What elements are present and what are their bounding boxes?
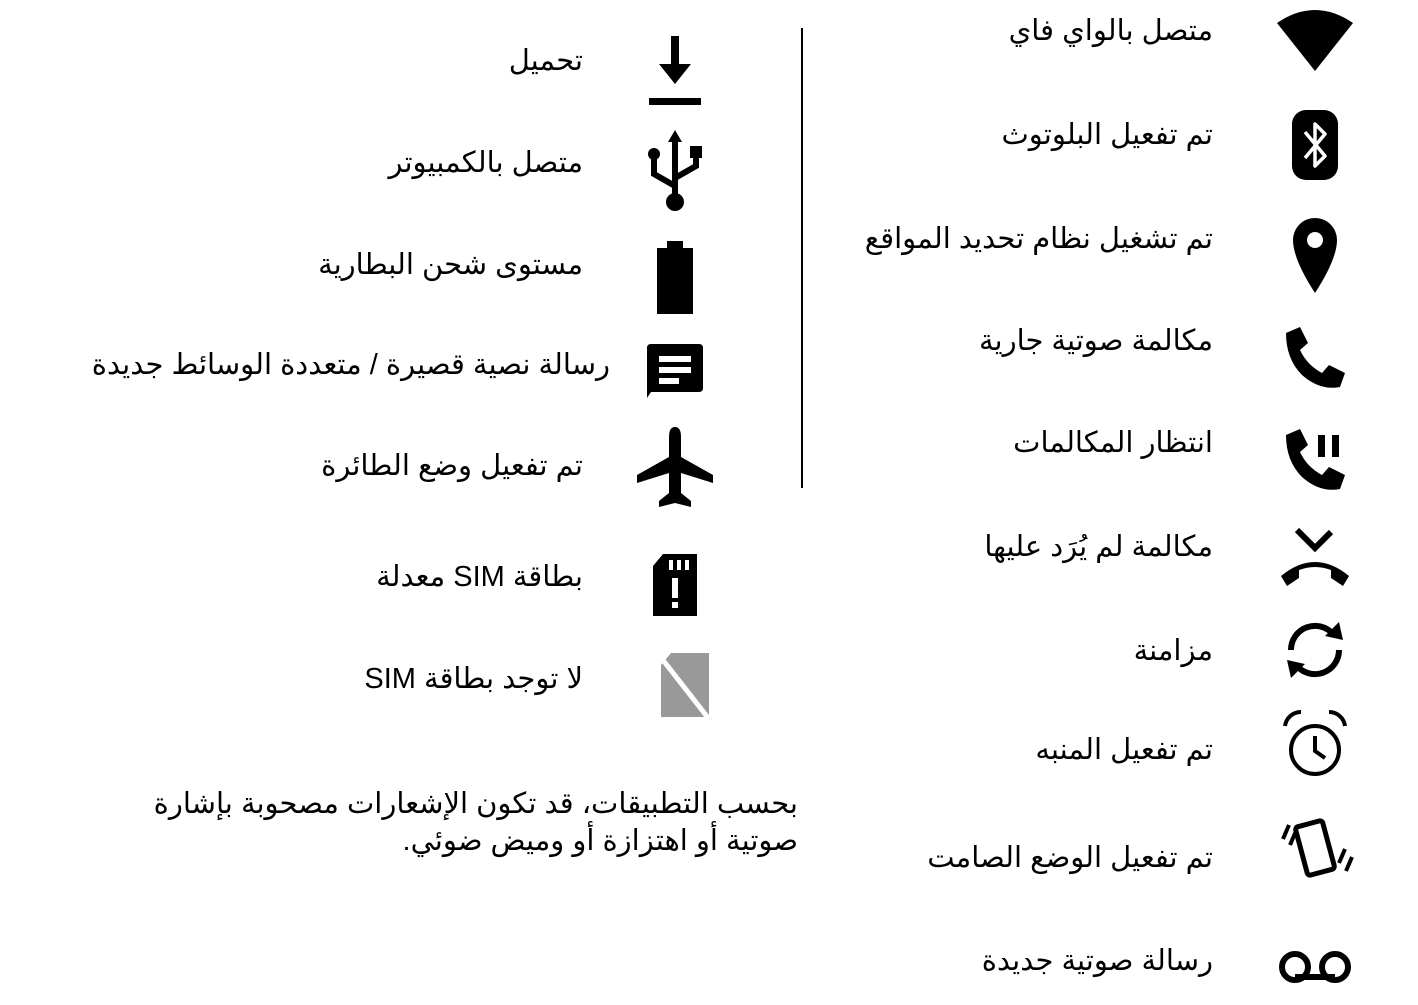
bluetooth-label: تم تفعيل البلوتوث — [1001, 119, 1213, 151]
phone-label: مكالمة صوتية جارية — [978, 325, 1213, 357]
sync-icon — [1275, 610, 1355, 690]
usb-icon — [635, 130, 715, 210]
wifi-label: متصل بالواي فاي — [1008, 15, 1213, 47]
location-label: تم تشغيل نظام تحديد المواقع — [864, 223, 1213, 255]
message-icon — [635, 330, 715, 410]
voicemail-label: رسالة صوتية جديدة — [981, 945, 1213, 977]
airplane-label: تم تفعيل وضع الطائرة — [321, 450, 583, 482]
sim-alert-label: بطاقة SIM معدلة — [376, 561, 583, 593]
alarm-label: تم تفعيل المنبه — [1035, 734, 1213, 766]
vibrate-label: تم تفعيل الوضع الصامت — [927, 842, 1213, 874]
missed-call-label: مكالمة لم يُرَد عليها — [984, 531, 1213, 563]
location-pin-icon — [1275, 215, 1355, 295]
no-sim-icon — [645, 645, 725, 725]
message-label: رسالة نصية قصيرة / متعددة الوسائط جديدة — [91, 349, 610, 381]
sync-label: مزامنة — [1133, 635, 1213, 667]
alarm-clock-icon — [1275, 705, 1355, 785]
missed-call-icon — [1275, 515, 1355, 595]
battery-label: مستوى شحن البطارية — [318, 249, 583, 281]
vibrate-icon — [1275, 808, 1355, 888]
airplane-icon — [635, 428, 715, 508]
battery-icon — [635, 238, 715, 318]
call-waiting-label: انتظار المكالمات — [1013, 427, 1213, 459]
phone-icon — [1275, 318, 1355, 398]
wifi-icon — [1275, 0, 1355, 80]
column-divider — [801, 28, 803, 488]
note-line-1: بحسب التطبيقات، قد تكون الإشعارات مصحوبة بإشارة — [153, 788, 798, 820]
download-label: تحميل — [508, 45, 583, 77]
no-sim-label: لا توجد بطاقة SIM — [364, 663, 583, 695]
voicemail-icon — [1275, 925, 1355, 1005]
note-line-2: صوتية أو اهتزازة أو وميض ضوئي. — [402, 825, 798, 857]
usb-label: متصل بالكمبيوتر — [388, 147, 583, 179]
bluetooth-icon — [1275, 105, 1355, 185]
notification-note — [18, 786, 798, 860]
download-icon — [635, 30, 715, 110]
sim-alert-icon — [635, 545, 715, 625]
call-waiting-icon — [1275, 418, 1355, 498]
